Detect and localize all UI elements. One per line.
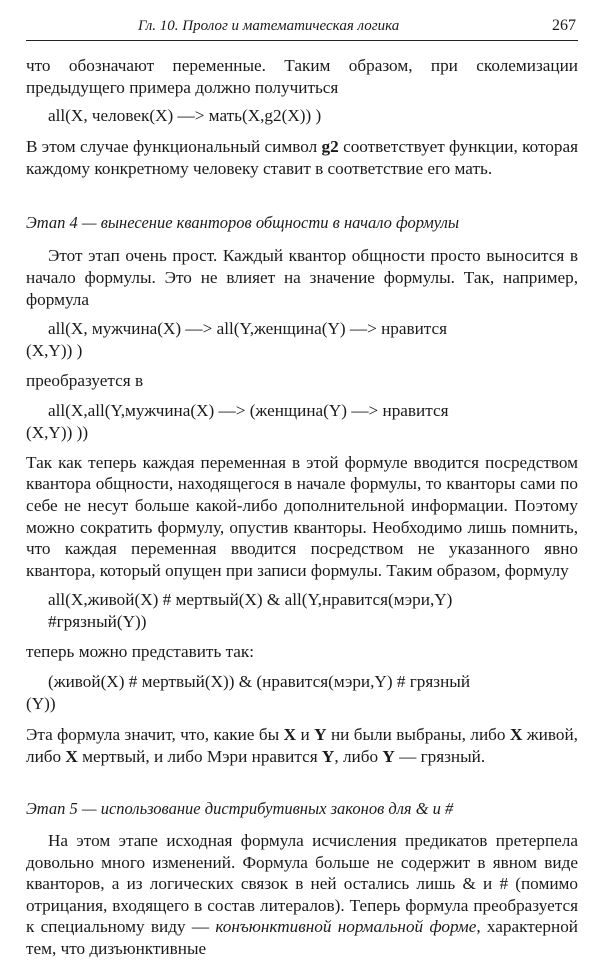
paragraph-1: что обозначают переменные. Таким образом, при сколемизации предыдущего примера должно получиться: [26, 56, 578, 97]
p7-text-7: — грязный.: [394, 746, 486, 766]
formula-2-line-2: (X,Y)) ): [26, 341, 83, 361]
paragraph-2-text-c: соответствует функции, которая каждому конкретному человеку ставит в соответствие его мать.: [26, 137, 578, 178]
cnf-term: конъюнктивной нормальной форме: [215, 917, 477, 937]
p7-text-5: мертвый, и либо Мэри нравится: [77, 746, 322, 766]
p7-text-1: Эта формула значит, что, какие бы: [26, 724, 284, 744]
p7-text-2: и: [296, 724, 315, 744]
variable-x: X: [283, 724, 297, 744]
formula-4-line-1: all(X,живой(X) # мертвый(X) & all(Y,нравится(мэри,Y): [48, 590, 453, 610]
paragraph-2: [26, 136, 578, 179]
formula-3-line-1: all(X,all(Y,мужчина(X) —> (женщина(Y) —> нравится: [48, 400, 449, 420]
paragraph-5: Так как теперь каждая переменная в этой формуле вводится посредством квантора общности, находящегося в начале формулы, то кванторы сами по себе не несут больше какой-либо дополнительной информации. Поэтому можно сократить формулу, опустив кванторы. Необходимо лишь помнить, что каждая переменная вводится посредством не указанного явно квантора, который опущен при записи формулы. Таким образом, формулу: [26, 452, 578, 580]
p7-text-6: , либо: [334, 746, 383, 766]
section-heading-stage-5: Этап 5 — использование дистрибутивных законов для & и #: [26, 799, 454, 819]
paragraph-6: теперь можно представить так:: [26, 642, 255, 662]
formula-4-line-2: #грязный(Y)): [48, 612, 147, 632]
book-page: [26, 14, 578, 960]
formula-2-line-1: all(X, мужчина(X) —> all(Y,женщина(Y) —> нравится: [48, 319, 448, 339]
section-heading-stage-4: Этап 4 — вынесение кванторов общности в начало формулы: [26, 213, 460, 233]
variable-x: X: [65, 746, 78, 766]
paragraph-2-text-a: В этом случае функциональный символ: [26, 137, 322, 157]
page-number: 267: [552, 17, 576, 34]
running-head: [26, 14, 578, 41]
p7-text-3: ни были выбраны, либо: [326, 724, 510, 744]
p8-text-a: На этом этапе исходная формула исчисления предикатов претерпела довольно много изменений. Формула больше не содержит в явном виде кванторов, а из логических связок в ней остались лишь & и # (помимо отрицания, входящего в состав литералов). Теперь формула преобразуется к специальному виду —: [26, 831, 578, 937]
paragraph-3: Этот этап очень прост. Каждый квантор общности просто выносится в начало формулы. Это не влияет на значение формулы. Так, например, формула: [26, 246, 578, 309]
paragraph-4: преобразуется в: [26, 371, 144, 391]
formula-5-line-2: (Y)): [26, 693, 56, 713]
formula-1: all(X, человек(X) —> мать(X,g2(X)) ): [48, 106, 322, 126]
variable-y: Y: [314, 724, 327, 744]
formula-5-line-1: (живой(X) # мертвый(X)) & (нравится(мэри,Y) # грязный: [48, 671, 471, 691]
variable-y: Y: [382, 746, 395, 766]
p8-text-c: , характерной тем, что дизъюнктивные: [26, 917, 578, 959]
chapter-title: Гл. 10. Пролог и математическая логика: [138, 18, 400, 34]
variable-y: Y: [321, 746, 335, 766]
formula-3-line-2: (X,Y)) )): [26, 422, 89, 442]
paragraph-8: [26, 830, 578, 960]
variable-x: X: [509, 724, 523, 744]
function-symbol-g2: g2: [321, 137, 339, 157]
p7-text-4: живой, либо: [26, 724, 578, 766]
paragraph-7: [26, 724, 578, 767]
